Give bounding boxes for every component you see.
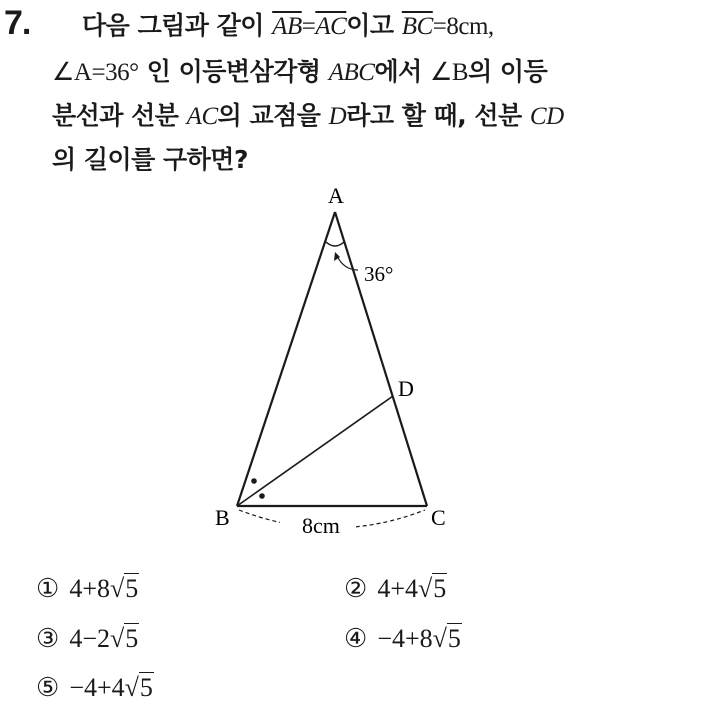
question-text: 의 교점을 xyxy=(217,101,329,130)
radicand: 5 xyxy=(447,624,461,653)
question-text: 다음 그림과 같이 xyxy=(82,11,273,40)
vertex-label-d: D xyxy=(398,376,414,401)
sqrt-icon: √5 xyxy=(109,624,139,653)
vertex-label-c: C xyxy=(431,505,446,530)
choice-marker: ③ xyxy=(36,624,60,653)
equals-sign: = xyxy=(301,13,316,40)
triangle-abc: ABC xyxy=(328,59,375,86)
choice-marker: ⑤ xyxy=(36,673,60,702)
radicand: 5 xyxy=(433,574,447,603)
choice-marker: ② xyxy=(344,574,368,603)
choice-text: −4+4 xyxy=(69,673,125,702)
sqrt-icon: √5 xyxy=(124,673,153,702)
question-text: 이고 xyxy=(346,11,402,40)
segment-ab: $\overline{AB}$ xyxy=(272,13,302,40)
angle-leader xyxy=(337,256,358,270)
question-number: 7. xyxy=(4,4,31,42)
choice-text: 4−2 xyxy=(69,624,110,653)
question-line-4: 의 길이를 구하면? xyxy=(52,145,248,174)
sqrt-icon: √5 xyxy=(109,574,139,603)
choice-1[interactable] xyxy=(36,574,139,604)
length-value: =8cm, xyxy=(432,13,494,40)
choice-marker: ① xyxy=(36,574,60,603)
angle-b: ∠B xyxy=(429,59,469,86)
segment-cd: CD xyxy=(529,103,564,130)
segment-ac-ref: AC xyxy=(186,103,218,130)
bisector-mark xyxy=(251,478,257,484)
segment-bd xyxy=(237,396,393,506)
question-text: 라고 할 때, 선분 xyxy=(346,101,530,130)
radicand: 5 xyxy=(139,673,153,702)
choice-text: 4+4 xyxy=(377,574,418,603)
question-text: 인 이등변삼각형 xyxy=(138,57,329,86)
choice-text: −4+8 xyxy=(377,624,433,653)
sqrt-icon: √5 xyxy=(432,624,461,653)
side-ab xyxy=(237,212,335,506)
choice-2[interactable] xyxy=(344,574,447,604)
question-text: 의 이등 xyxy=(468,57,548,86)
base-length-label: 8cm xyxy=(302,513,340,538)
segment-bc: $\overline{BC}$ xyxy=(401,13,433,40)
question-text: 에서 xyxy=(374,57,430,86)
choice-4[interactable] xyxy=(344,624,462,654)
angle-arc-a xyxy=(326,242,344,246)
choice-3[interactable] xyxy=(36,624,139,654)
question-text: 분선과 선분 xyxy=(52,101,187,130)
sqrt-icon: √5 xyxy=(417,574,447,603)
vertex-label-b: B xyxy=(215,505,230,530)
angle-a: ∠A=36° xyxy=(52,59,139,86)
vertex-label-a: A xyxy=(328,183,344,208)
choice-marker: ④ xyxy=(344,624,368,653)
segment-ac: $\overline{AC}$ xyxy=(315,13,347,40)
radicand: 5 xyxy=(125,574,139,603)
radicand: 5 xyxy=(125,624,139,653)
choice-5[interactable] xyxy=(36,673,154,703)
angle-label: 36° xyxy=(364,262,394,286)
choice-text: 4+8 xyxy=(69,574,110,603)
side-ac xyxy=(335,212,427,506)
bisector-mark xyxy=(259,493,265,499)
point-d-ref: D xyxy=(328,103,347,130)
